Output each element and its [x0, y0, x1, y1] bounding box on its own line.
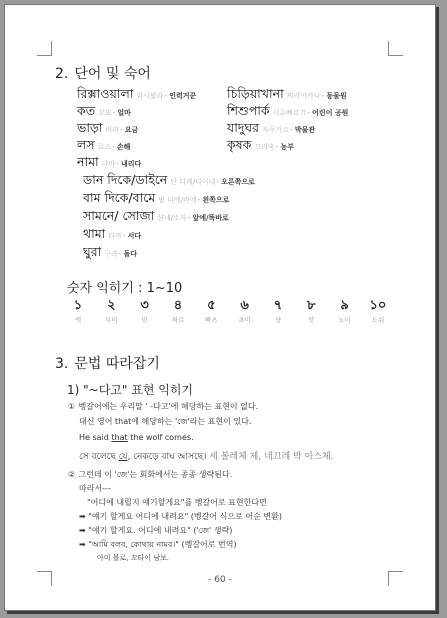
number-1 — [63, 297, 93, 325]
vocab-meaning: - 왼쪽으로 — [198, 196, 230, 204]
vocab-word: নামা — [77, 154, 99, 169]
grammar-point-1 — [67, 401, 258, 412]
vocab-meaning: - 동물원 — [322, 92, 347, 100]
number-digit: ৪ — [173, 298, 183, 313]
example-gloss: 세 볼레체 제, 네끄레 박 아스체. — [209, 452, 334, 462]
number-3 — [130, 297, 160, 325]
section-3-title: 문법 따라잡기 — [74, 356, 160, 372]
vocab-reading: 타마 — [108, 232, 122, 240]
vocab-meaning: - 서다 — [123, 232, 141, 240]
number-digit: ৫ — [207, 298, 216, 313]
vocab-reading: 바라 — [105, 126, 120, 134]
example-underlined: যে — [118, 452, 128, 462]
vocab-reading: 밤 디께/바메 — [158, 196, 197, 204]
number-6 — [230, 297, 260, 325]
number-digit: ৬ — [240, 298, 249, 313]
number-10 — [363, 297, 393, 325]
vocab-reading: 로스 — [97, 143, 112, 151]
vocab-meaning: - 손해 — [112, 143, 130, 151]
number-reading: 앗 — [308, 316, 315, 324]
vocab-right-4 — [227, 136, 294, 156]
section-2-heading — [55, 63, 151, 83]
vocab-reading: 시슈빠르끄 — [272, 109, 307, 117]
example-text: the wolf comes. — [127, 433, 194, 442]
vocab-word: কত — [77, 103, 96, 118]
vocab-word: চিড়িয়াখানা — [227, 86, 284, 101]
vocab-meaning: - 박물관 — [290, 126, 315, 134]
vocab-reading: 자두거르 — [262, 126, 290, 134]
vocab-left-10 — [83, 243, 137, 263]
example-text: He said — [79, 433, 112, 442]
example-underlined: that — [111, 433, 128, 442]
section-2-number: 2. — [55, 66, 69, 82]
number-digit: ৭ — [273, 298, 283, 313]
number-4 — [163, 297, 193, 325]
grammar-subtitle: 1) "~다고" 표현 익히기 — [67, 383, 193, 397]
vocab-word: ডান দিকে/ডাইনে — [83, 172, 168, 187]
vocab-left-6 — [83, 171, 255, 191]
grammar-quote: "어디에 내릴지 얘기할게요"를 벵갈어로 표현한다면 — [87, 498, 267, 507]
crop-mark-top-left — [37, 41, 52, 56]
vocab-word: ভাড়া — [77, 120, 103, 135]
point-marker: ① — [67, 402, 76, 411]
grammar-text: "আমি বলব, কোথায় নামব।" (벵갈어로 번역) — [88, 540, 237, 549]
number-7 — [263, 297, 293, 325]
vocab-meaning: - 인력거꾼 — [164, 92, 196, 100]
number-9 — [330, 297, 360, 325]
arrow-icon: ➡ — [79, 526, 86, 535]
example-bengali — [79, 449, 334, 464]
crop-mark-top-right — [388, 41, 403, 56]
vocab-meaning: - 앞에/똑바로 — [188, 214, 229, 222]
vocab-word: ঘুরা — [83, 244, 102, 259]
vocab-reading: 릭샤왈라 — [136, 92, 164, 100]
section-3-heading — [55, 353, 160, 373]
number-5 — [196, 297, 226, 325]
point-marker: ② — [67, 470, 76, 479]
vocab-left-5 — [77, 153, 141, 173]
number-reading: 빠츠 — [205, 316, 218, 324]
grammar-step — [79, 525, 232, 538]
number-digit: ৩ — [140, 298, 149, 313]
vocab-reading: 끄리숙 — [254, 143, 275, 151]
grammar-step — [79, 539, 237, 552]
section-3-number: 3. — [55, 356, 69, 372]
vocab-meaning: - 오른쪽으로 — [216, 178, 255, 186]
vocab-word: শিশুপার্ক — [227, 103, 270, 118]
number-reading: 짜르 — [171, 316, 185, 324]
grammar-line: 대신 영어 that에 해당하는 'জে'라는 표현이 있다. — [79, 417, 252, 426]
number-reading: 두이 — [105, 316, 118, 324]
number-digit: ২ — [107, 298, 116, 313]
number-digit: ৯ — [340, 298, 349, 313]
vocab-reading: 찌리야카나 — [286, 92, 321, 100]
number-digit: ১ — [73, 298, 83, 313]
page-number: - 60 - — [208, 575, 232, 585]
number-reading: 도쉬 — [371, 316, 385, 324]
vocab-word: লস — [77, 137, 95, 152]
grammar-point-2 — [67, 469, 232, 482]
document-page — [4, 4, 436, 611]
vocab-left-9 — [83, 225, 141, 245]
vocab-reading: 나마 — [101, 160, 116, 168]
grammar-text: 벵갈어에는 우리말 ' -다고'에 해당하는 표현이 없다. — [78, 402, 259, 411]
vocab-meaning: - 농부 — [276, 143, 294, 151]
vocab-meaning: - 돌다 — [119, 250, 137, 258]
example-text: , নেকড়ে বাঘ আসছে। — [127, 452, 207, 462]
vocab-reading: 단 디께/다이네 — [170, 178, 216, 186]
number-digit: ৮ — [307, 298, 316, 313]
example-text: সে বলেছে — [79, 452, 119, 462]
section-2-title: 단어 및 숙어 — [74, 66, 151, 82]
vocab-word: যাদুঘর — [227, 120, 259, 135]
grammar-step — [79, 511, 282, 522]
arrow-icon: ➡ — [79, 540, 86, 549]
vocab-reading: 샴네/소자 — [157, 214, 187, 222]
grammar-line: 따라서--- — [79, 484, 111, 493]
grammar-text: "얘기 할게요. 어디에 내려요" ('জে' 생략) — [88, 526, 233, 535]
vocab-meaning: - 내리다 — [116, 160, 141, 168]
grammar-text: "얘기 할게요 어디에 내려요" (벵갈어 식으로 어순 변환) — [88, 512, 282, 521]
number-8 — [296, 297, 326, 325]
number-reading: 노이 — [338, 316, 351, 324]
vocab-left-7 — [83, 189, 229, 209]
number-reading: 엑 — [74, 316, 82, 324]
vocab-word: সামনে/ সোজা — [83, 208, 155, 223]
vocab-meaning: - 어린이 공원 — [307, 109, 348, 117]
vocab-meaning: - 요금 — [120, 126, 138, 134]
vocab-reading: 꼬또 — [98, 109, 112, 117]
number-2 — [96, 297, 126, 325]
example-gloss: 아미 볼로, 꼬타이 남보. — [97, 554, 169, 562]
vocab-word: বাম দিকে/বামে — [83, 190, 156, 205]
vocab-word: থামা — [83, 226, 106, 241]
vocab-meaning: - 얼마 — [113, 109, 131, 117]
number-digit: ১০ — [369, 298, 387, 313]
vocab-reading: 구라 — [104, 250, 118, 258]
vocab-left-8 — [83, 207, 229, 227]
number-reading: 샷 — [274, 316, 282, 324]
example-english — [79, 433, 194, 442]
arrow-icon: ➡ — [79, 512, 86, 521]
grammar-text: 그런데 이 'জে'는 회화에서는 종종 생략된다. — [78, 470, 233, 479]
vocab-word: রিক্সাওয়ালা — [77, 86, 134, 101]
numbers-row — [63, 297, 393, 325]
number-reading: 띤 — [141, 316, 148, 324]
number-reading: 초이 — [238, 316, 251, 324]
vocab-word: কৃষক — [227, 137, 252, 152]
numbers-title: 숫자 익히기 : 1~10 — [67, 281, 183, 296]
